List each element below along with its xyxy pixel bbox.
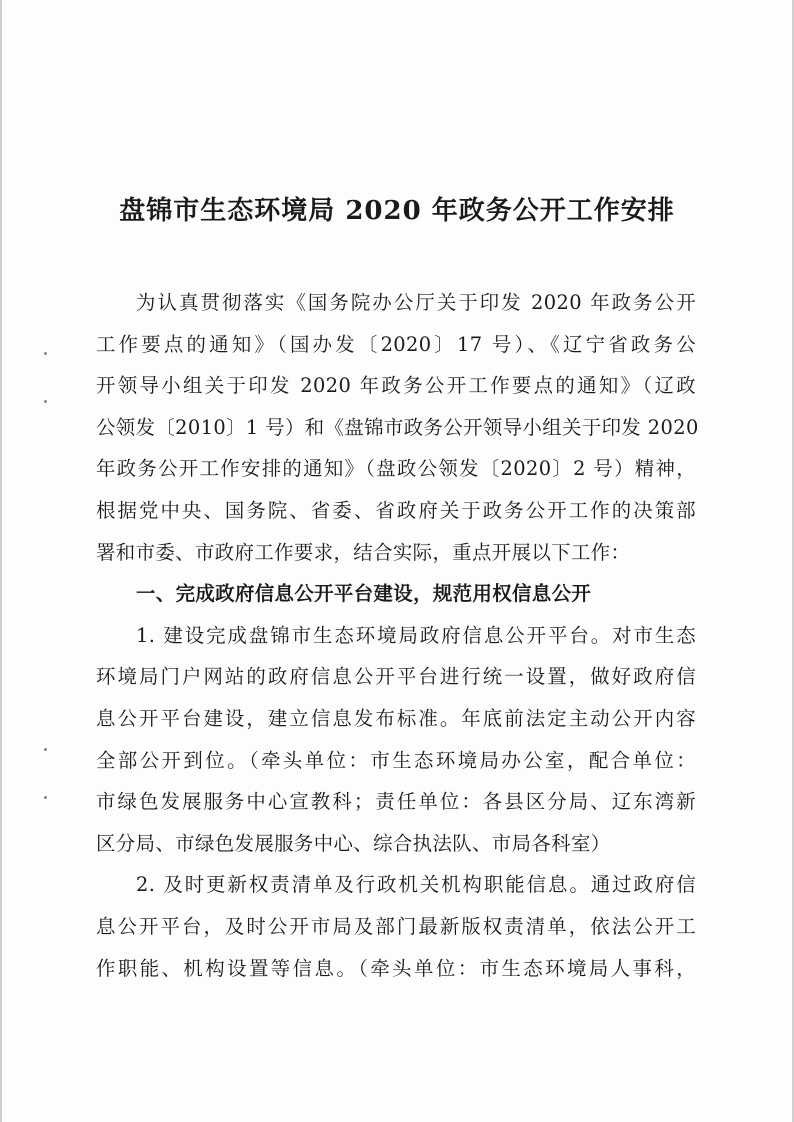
paragraph-line: 开领导小组关于印发 2020 年政务公开工作要点的通知》（辽政 [96,374,696,398]
paragraph-line: 区分局、市绿色发展服务中心、综合执法队、市局各科室） [96,831,611,855]
page-left-edge [0,0,2,1122]
paragraph-line: 全部公开到位。（牵头单位：市生态环境局办公室，配合单位： [96,748,696,772]
scan-mark [44,400,47,403]
paragraph-line: 作职能、机构设置等信息。（牵头单位：市生态环境局人事科， [96,956,696,980]
paragraph-line: 2. 及时更新权责清单及行政机关机构职能信息。通过政府信 [136,873,696,897]
paragraph-line: 市绿色发展服务中心宣教科；责任单位：各县区分局、辽东湾新 [96,790,696,814]
paragraph-line: 1. 建设完成盘锦市生态环境局政府信息公开平台。对市生态 [136,623,696,647]
paragraph-line: 年政务公开工作安排的通知》（盘政公领发〔2020〕2 号）精神， [96,457,696,481]
paragraph-line: 息公开平台，及时公开市局及部门最新版权责清单，依法公开工 [96,914,696,938]
paragraph-line: 署和市委、市政府工作要求，结合实际，重点开展以下工作： [96,540,631,564]
paragraph-line: 息公开平台建设，建立信息发布标准。年底前法定主动公开内容 [96,706,696,730]
document-title: 盘锦市生态环境局 2020 年政务公开工作安排 [119,196,675,226]
paragraph-line: 根据党中央、国务院、省委、省政府关于政务公开工作的决策部 [96,498,696,522]
document-body [96,282,699,989]
paragraph-line: 工作要点的通知》（国办发〔2020〕17 号）、《辽宁省政务公 [96,332,696,356]
scan-mark [44,748,47,751]
paragraph-line: 环境局门户网站的政府信息公开平台进行统一设置，做好政府信 [96,665,696,689]
section-heading: 一、完成政府信息公开平台建设，规范用权信息公开 [136,582,592,606]
scan-mark [44,352,47,355]
paragraph-line: 为认真贯彻落实《国务院办公厅关于印发 2020 年政务公开 [136,291,696,314]
scan-mark [44,796,47,799]
paragraph-line: 公领发〔2010〕1 号）和《盘锦市政务公开领导小组关于印发 2020 [96,415,699,439]
